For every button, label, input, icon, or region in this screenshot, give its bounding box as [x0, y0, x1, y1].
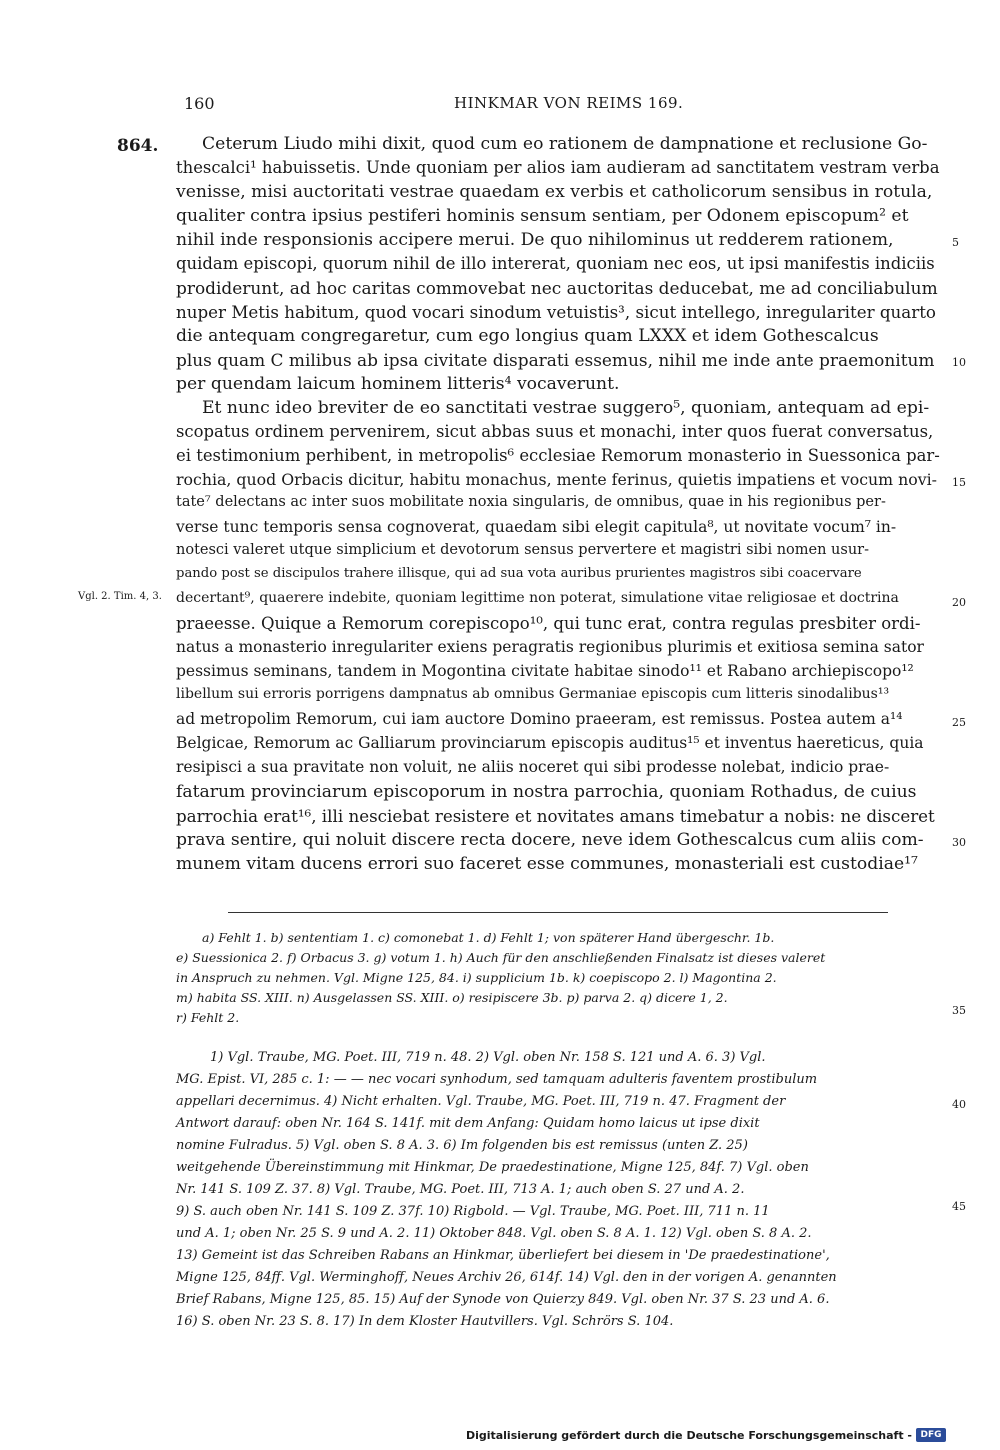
apparatus-line: in Anspruch zu nehmen. Vgl. Migne 125, 84. i) supplicium 1b. k) coepiscopo 2. l) Magontina 2.	[176, 970, 777, 985]
footer-text: Digitalisierung gefördert durch die Deutsche Forschungsgemeinschaft -	[465, 1428, 912, 1442]
text-line: qualiter contra ipsius pestiferi hominis sensum sentiam, per Odonem episcopum² et	[176, 206, 909, 226]
text-line: Et nunc ideo breviter de eo sanctitati vestrae suggero⁵, quoniam, antequam ad epi-	[202, 398, 930, 418]
year-marker: 864.	[117, 136, 159, 156]
text-line: plus quam C milibus ab ipsa civitate disparati essemus, nihil me inde ante praemonitum	[176, 350, 935, 370]
text-line: notesci valeret utque simplicium et devotorum sensus pervertere et magistri sibi nomen usur-	[176, 542, 869, 558]
text-line: ad metropolim Remorum, cui iam auctore Domino praeeram, est remissus. Postea autem a¹⁴	[176, 710, 903, 728]
line-number: 30	[952, 836, 966, 849]
line-number: 10	[952, 356, 966, 369]
text-line: fatarum provinciarum episcoporum in nostra parrochia, quoniam Rothadus, de cuius	[176, 782, 917, 802]
text-line: pessimus seminans, tandem in Mogontina civitate habitae sinodo¹¹ et Rabano archiepiscopo¹²	[176, 662, 914, 680]
apparatus-line: a) Fehlt 1. b) sententiam 1. c) comonebat 1. d) Fehlt 1; von späterer Hand übergeschr. 1b.	[202, 930, 775, 945]
footnote-line: 1) Vgl. Traube, MG. Poet. III, 719 n. 48. 2) Vgl. oben Nr. 158 S. 121 und A. 6. 3) Vgl.	[210, 1050, 766, 1065]
text-line: die antequam congregaretur, cum ego longius quam LXXX et idem Gothescalcus	[176, 326, 879, 346]
text-line: Belgicae, Remorum ac Galliarum provinciarum episcopis auditus¹⁵ et inventus haereticus, quia	[176, 734, 924, 752]
line-number: 15	[952, 476, 966, 489]
text-line: natus a monasterio inregulariter exiens peragratis regionibus plurimis et exitiosa semina sator	[176, 638, 924, 656]
text-line: Ceterum Liudo mihi dixit, quod cum eo rationem de dampnatione et reclusione Go-	[202, 134, 928, 154]
footnote-line: 9) S. auch oben Nr. 141 S. 109 Z. 37f. 10) Rigbold. — Vgl. Traube, MG. Poet. III, 711 n. 11	[176, 1204, 770, 1219]
text-line: prodiderunt, ad hoc caritas commovebat nec auctoritas deducebat, me ad conciliabulum	[176, 278, 938, 298]
text-line: quidam episcopi, quorum nihil de illo intererat, quoniam nec eos, ut ipsi manifestis indiciis	[176, 254, 935, 273]
text-line: nuper Metis habitum, quod vocari sinodum vetuistis³, sicut intellego, inregulariter quarto	[176, 302, 936, 322]
footnote-line: und A. 1; oben Nr. 25 S. 9 und A. 2. 11) Oktober 848. Vgl. oben S. 8 A. 1. 12) Vgl. oben S. 8 A. 2.	[176, 1226, 812, 1241]
digitization-footer	[466, 1428, 946, 1442]
footnote-line: appellari decernimus. 4) Nicht erhalten. Vgl. Traube, MG. Poet. III, 719 n. 47. Fragment der	[176, 1094, 786, 1109]
text-line: libellum sui erroris porrigens dampnatus ab omnibus Germaniae episcopis cum litteris sinodalibus¹³	[176, 686, 890, 702]
footnote-line: Brief Rabans, Migne 125, 85. 15) Auf der Synode von Quierzy 849. Vgl. oben Nr. 37 S. 23 und A. 6.	[176, 1292, 830, 1307]
footnote-line: 16) S. oben Nr. 23 S. 8. 17) In dem Kloster Hautvillers. Vgl. Schrörs S. 104.	[176, 1314, 674, 1329]
apparatus-line: r) Fehlt 2.	[176, 1010, 240, 1025]
apparatus-line: e) Suessionica 2. f) Orbacus 3. g) votum 1. h) Auch für den anschließenden Finalsatz ist dieses valeret	[176, 950, 826, 965]
line-number: 40	[952, 1098, 966, 1111]
text-line: parrochia erat¹⁶, illi nesciebat resistere et novitates amans timebatur a nobis: ne disceret	[176, 806, 935, 826]
running-title: HINKMAR VON REIMS 169.	[454, 94, 684, 112]
text-line: tate⁷ delectans ac inter suos mobilitate noxia singularis, de omnibus, quae in his regionibus per-	[176, 494, 886, 510]
line-number: 35	[952, 1004, 966, 1017]
footnote-line: Nr. 141 S. 109 Z. 37. 8) Vgl. Traube, MG. Poet. III, 713 A. 1; auch oben S. 27 und A. 2.	[176, 1182, 745, 1197]
text-line: munem vitam ducens errori suo faceret esse communes, monasteriali est custodiae¹⁷	[176, 854, 918, 874]
footnote-divider	[228, 912, 888, 913]
footnote-line: weitgehende Übereinstimmung mit Hinkmar, De praedestinatione, Migne 125, 84f. 7) Vgl. oben	[176, 1160, 809, 1175]
footnote-line: 13) Gemeint ist das Schreiben Rabans an Hinkmar, überliefert bei diesem in 'De praedestinatione',	[176, 1248, 830, 1263]
dfg-logo: DFG	[916, 1428, 946, 1442]
text-line: verse tunc temporis sensa cognoverat, quaedam sibi elegit capitula⁸, ut novitate vocum⁷ in-	[176, 518, 897, 536]
text-line: nihil inde responsionis accipere merui. De quo nihilominus ut redderem rationem,	[176, 230, 894, 250]
text-line: praeesse. Quique a Remorum corepiscopo¹⁰, qui tunc erat, contra regulas presbiter ordi-	[176, 614, 921, 633]
line-number: 5	[952, 236, 959, 249]
text-line: scopatus ordinem pervenirem, sicut abbas suus et monachi, inter quos fuerat conversatus,	[176, 422, 934, 441]
text-line: pando post se discipulos trahere illisque, qui ad sua vota auribus prurientes magistros sibi coacervare	[176, 566, 862, 581]
text-line: prava sentire, qui noluit discere recta docere, neve idem Gothescalcus cum aliis com-	[176, 830, 924, 850]
text-line: per quendam laicum hominem litteris⁴ vocaverunt.	[176, 374, 620, 394]
footnote-line: MG. Epist. VI, 285 c. 1: — — nec vocari synhodum, sed tamquam adulteris faventem prostibulum	[176, 1072, 818, 1087]
text-line: ei testimonium perhibent, in metropolis⁶ ecclesiae Remorum monasterio in Suessonica par-	[176, 446, 940, 465]
text-line: venisse, misi auctoritati vestrae quaedam ex verbis et catholicorum sensibus in rotula,	[176, 182, 933, 202]
line-number: 25	[952, 716, 966, 729]
apparatus-line: m) habita SS. XIII. n) Ausgelassen SS. XIII. o) resipiscere 3b. p) parva 2. q) dicere 1, 2.	[176, 990, 728, 1005]
text-line: thescalci¹ habuissetis. Unde quoniam per alios iam audieram ad sanctitatem vestram verba	[176, 158, 940, 177]
footnote-line: Migne 125, 84ff. Vgl. Werminghoff, Neues Archiv 26, 614f. 14) Vgl. den in der vorigen A. genannten	[176, 1270, 837, 1285]
text-line: decertant⁹, quaerere indebite, quoniam legittime non poterat, simulatione vitae religiosae et doctrina	[176, 590, 899, 606]
page-header	[184, 94, 944, 118]
line-number: 45	[952, 1200, 966, 1213]
margin-reference: Vgl. 2. Tim. 4, 3.	[78, 591, 162, 602]
text-line: resipisci a sua pravitate non voluit, ne aliis noceret qui sibi prodesse nolebat, indicio prae-	[176, 758, 890, 776]
footnote-line: Antwort darauf: oben Nr. 164 S. 141f. mit dem Anfang: Quidam homo laicus ut ipse dixit	[176, 1116, 760, 1131]
footnote-line: nomine Fulradus. 5) Vgl. oben S. 8 A. 3. 6) Im folgenden bis est remissus (unten Z. 25)	[176, 1138, 748, 1153]
line-number: 20	[952, 596, 966, 609]
text-line: rochia, quod Orbacis dicitur, habitu monachus, mente ferinus, quietis impatiens et vocum novi-	[176, 470, 938, 489]
page-number: 160	[184, 94, 215, 113]
